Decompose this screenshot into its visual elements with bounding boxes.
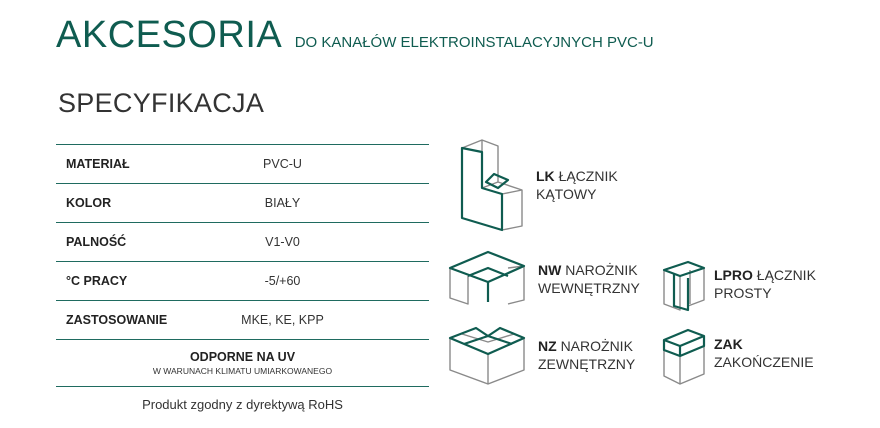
rohs-note: Produkt zgodny z dyrektywą RoHS xyxy=(142,397,343,412)
uv-title: ODPORNE NA UV xyxy=(189,350,296,364)
product-name-line2: WEWNĘTRZNY xyxy=(538,280,640,296)
product-code: ZAK xyxy=(714,336,743,352)
product-lk-label xyxy=(536,167,618,203)
spec-row-flammability xyxy=(56,223,429,262)
uv-resistance-row xyxy=(56,340,429,387)
spec-value: V1-V0 xyxy=(265,235,300,249)
product-code: LPRO xyxy=(714,267,753,283)
product-name-line1: ZAKOŃCZENIE xyxy=(714,354,814,370)
product-nz-label xyxy=(538,337,635,373)
product-name-line1: ŁĄCZNIK xyxy=(558,168,618,184)
product-name-line1: NAROŻNIK xyxy=(565,262,638,278)
spec-row-material xyxy=(56,144,429,184)
product-name-line2: PROSTY xyxy=(714,285,772,301)
page-header xyxy=(56,14,654,57)
spec-value: PVC-U xyxy=(263,157,302,171)
product-code: NW xyxy=(538,262,562,278)
product-nw-label xyxy=(538,261,640,297)
nz-outer-corner-icon xyxy=(448,324,528,386)
product-lk xyxy=(452,138,618,232)
spec-value: -5/+60 xyxy=(264,274,301,288)
product-lpro-label xyxy=(714,266,816,302)
uv-subtitle: W WARUNACH KLIMATU UMIARKOWANEGO xyxy=(152,366,333,376)
spec-row-application xyxy=(56,301,429,340)
spec-row-color xyxy=(56,184,429,223)
spec-label: MATERIAŁ xyxy=(66,157,130,171)
page-title: AKCESORIA xyxy=(56,14,283,56)
page-subtitle: DO KANAŁÓW ELEKTROINSTALACYJNYCH PVC-U xyxy=(294,34,654,51)
spec-label: ZASTOSOWANIE xyxy=(66,313,168,327)
spec-row-temperature xyxy=(56,262,429,301)
product-nz xyxy=(448,324,635,386)
zak-end-cap-icon xyxy=(660,328,708,386)
product-code: NZ xyxy=(538,338,557,354)
spec-table xyxy=(56,144,429,412)
spec-label: KOLOR xyxy=(66,196,112,210)
product-nw xyxy=(448,250,640,308)
product-name-line1: ŁĄCZNIK xyxy=(756,267,816,283)
spec-label: PALNOŚĆ xyxy=(66,235,127,249)
product-code: LK xyxy=(536,168,555,184)
product-name-line2: KĄTOWY xyxy=(536,186,597,202)
nw-inner-corner-icon xyxy=(448,250,528,308)
section-title: SPECYFIKACJA xyxy=(58,88,265,118)
spec-value: BIAŁY xyxy=(264,196,301,210)
spec-value: MKE, KE, KPP xyxy=(241,313,324,327)
product-name-line2: ZEWNĘTRZNY xyxy=(538,356,636,372)
spec-label: °C PRACY xyxy=(66,274,128,288)
lpro-straight-connector-icon xyxy=(660,256,708,312)
product-name-line1: NAROŻNIK xyxy=(560,338,633,354)
lk-angle-connector-icon xyxy=(452,138,530,232)
product-lpro xyxy=(660,256,816,312)
product-zak xyxy=(660,328,814,386)
product-zak-label xyxy=(714,335,814,371)
